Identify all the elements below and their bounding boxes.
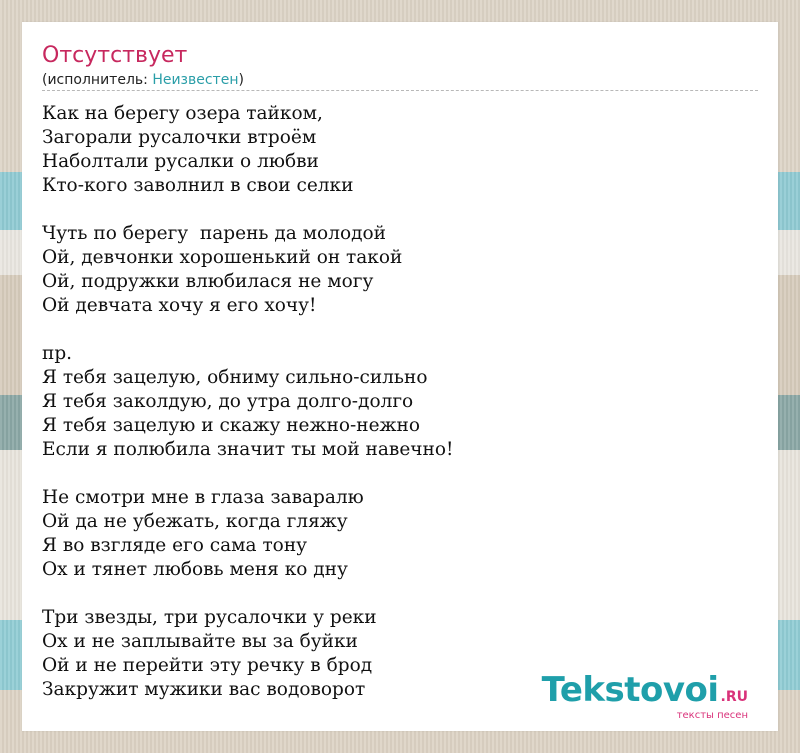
title-divider [42,90,758,91]
lyric-line: Я во взгляде его сама тону [42,535,308,556]
watermark-tld: .RU [720,689,748,705]
lyric-line: Как на берегу озера тайком, [42,103,323,124]
watermark-brand: Tekstovoi [541,670,719,710]
lyric-line: Ох и тянет любовь меня ко дну [42,559,348,580]
lyrics-text [42,102,762,726]
lyric-line: Загорали русалочки втроём [42,127,317,148]
song-title: Отсутствует [42,43,188,68]
artist-link[interactable]: Неизвестен [152,72,239,88]
lyrics-card [22,22,778,731]
lyric-line: Закружит мужики вас водоворот [42,679,366,700]
lyric-line: Ой да не убежать, когда гляжу [42,511,348,532]
site-watermark [541,670,748,710]
lyric-line: Три звезды, три русалочки у реки [42,607,377,628]
lyric-line: Если я полюбила значит ты мой навечно! [42,439,454,460]
lyric-line: Я тебя зацелую и скажу нежно-нежно [42,415,421,436]
lyric-line: Не смотри мне в глаза заваралю [42,487,364,508]
lyric-line: Ой и не перейти эту речку в брод [42,655,373,676]
artist-prefix: (исполнитель: [42,72,153,88]
lyric-line: Ой, подружки влюбилася не могу [42,271,374,292]
artist-line [42,71,244,89]
lyrics-stanza [42,486,762,582]
lyrics-stanza [42,342,762,462]
lyric-line: Кто-кого заволнил в свои селки [42,175,354,196]
artist-suffix: ) [238,72,244,88]
lyric-line: Ой, девчонки хорошенький он такой [42,247,403,268]
watermark-tagline: тексты песен [676,710,748,721]
lyric-line: пр. [42,343,73,364]
lyric-line: Наболтали русалки о любви [42,151,319,172]
lyric-line: Я тебя заколдую, до утра долго-долго [42,391,414,412]
lyrics-stanza [42,222,762,318]
lyric-line: Ой девчата хочу я его хочу! [42,295,317,316]
lyric-line: Чуть по берегу парень да молодой [42,223,386,244]
lyric-line: Я тебя зацелую, обниму сильно-сильно [42,367,428,388]
lyrics-stanza [42,102,762,198]
lyric-line: Ох и не заплывайте вы за буйки [42,631,358,652]
